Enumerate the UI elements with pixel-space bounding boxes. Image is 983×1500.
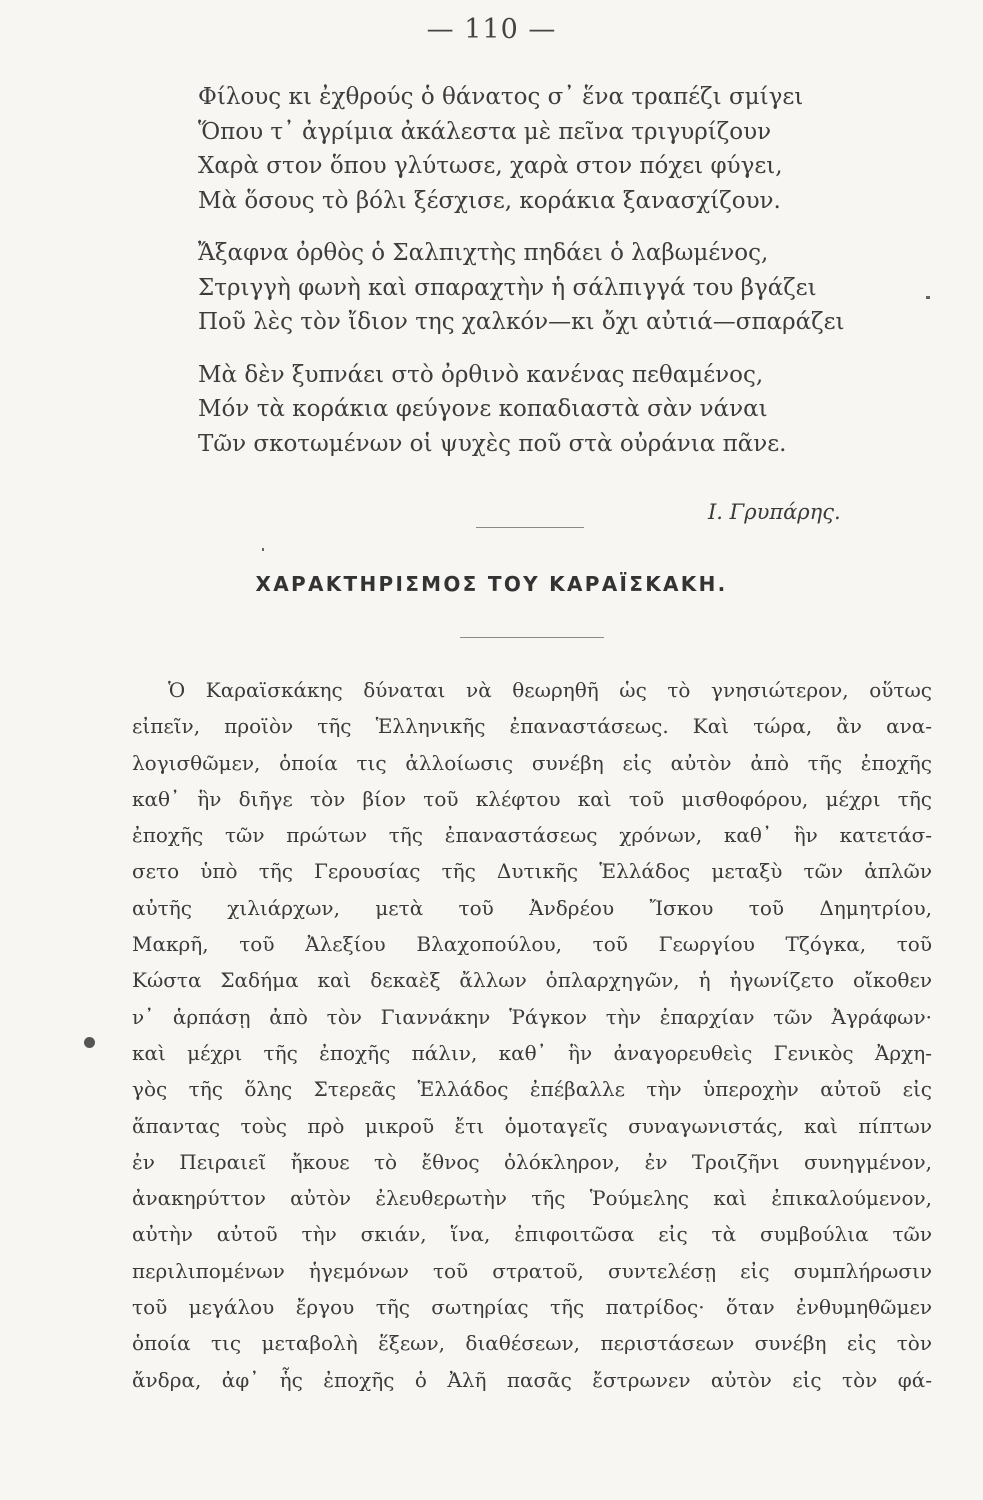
article-line: τοῦ μεγάλου ἔργου τῆς σωτηρίας τῆς πατρίδος· ὅταν ἐνθυμηθῶμεν [132, 1295, 932, 1320]
article-line: Ὁ Καραϊσκάκης δύναται νὰ θεωρηθῆ ὡς τὸ γνησιώτερον, οὕτως [168, 678, 932, 702]
poem-verse: Ποῦ λὲς τὸν ἴδιον της χαλκόν—κι ὄχι αὐτιά—σπαράζει [198, 309, 845, 335]
article-line: ἀνακηρύττον αὐτὸν ἐλευθερωτὴν τῆς Ῥούμελης καὶ ἐπικαλούμενον, [132, 1186, 932, 1211]
heading-divider [460, 637, 604, 638]
article-line: Μακρῆ, τοῦ Ἀλεξίου Βλαχοπούλου, τοῦ Γεωργίου Τζόγκα, τοῦ [132, 932, 932, 957]
poem-stanza-2 [198, 236, 898, 340]
article-line: γὸς τῆς ὅλης Στερεᾶς Ἑλλάδος ἐπέβαλλε τὴν ὑπεροχὴν αὐτοῦ εἰς [132, 1077, 932, 1102]
article-line: καθ᾽ ἣν διῆγε τὸν βίον τοῦ κλέφτου καὶ τοῦ μισθοφόρου, μέχρι τῆς [132, 786, 932, 811]
poem-verse: Μὰ δὲν ξυπνάει στὸ ὀρθινὸ κανένας πεθαμένος, [198, 361, 764, 388]
article-line: καὶ μέχρι τῆς ἐποχῆς πάλιν, καθ᾽ ἣν ἀναγορευθεὶς Γενικὸς Ἀρχη- [132, 1040, 932, 1065]
poem-signature: Ι. Γρυπάρης. [708, 500, 841, 524]
poem-stanza-1 [198, 80, 898, 218]
poem-verse: Τῶν σκοτωμένων οἱ ψυχὲς ποῦ στὰ οὐράνια πᾶνε. [198, 430, 787, 457]
ink-speck [926, 296, 930, 299]
article-line: αὐτὴν αὐτοῦ τὴν σκιάν, ἵνα, ἐπιφοιτῶσα εἰς τὰ συμβούλια τῶν [132, 1222, 932, 1247]
article-line: ἐν Πειραιεῖ ἤκουε τὸ ἔθνος ὁλόκληρον, ἐν Τροιζῆνι συνηγμένον, [132, 1149, 932, 1174]
ink-speck [262, 548, 264, 551]
poem-verse: Μόν τὰ κοράκια φεύγονε κοπαδιαστὰ σὰν νάναι [198, 396, 768, 422]
article-line: ἄνδρα, ἀφ᾽ ἧς ἐποχῆς ὁ Ἀλῆ πασᾶς ἔστρωνεν αὐτὸν εἰς τὸν φά- [132, 1367, 932, 1392]
article-line: σετο ὑπὸ τῆς Γερουσίας τῆς Δυτικῆς Ἑλλάδος μεταξὺ τῶν ἁπλῶν [132, 859, 932, 884]
page-number: — 110 — [426, 14, 557, 45]
article-line: ἐποχῆς τῶν πρώτων τῆς ἐπαναστάσεως χρόνων, καθ᾽ ἣν κατετάσ- [132, 823, 932, 848]
article-line: περιλιπομένων ἡγεμόνων τοῦ στρατοῦ, συντελέσῃ εἰς συμπλήρωσιν [132, 1258, 932, 1283]
section-divider [476, 527, 584, 528]
poem [198, 80, 898, 479]
article-body [132, 672, 932, 1398]
article-line: εἰπεῖν, προϊὸν τῆς Ἑλληνικῆς ἐπαναστάσεως. Καὶ τώρα, ἂν ανα- [132, 714, 932, 739]
poem-verse: Ἄξαφνα ὀρθὸς ὁ Σαλπιχτὴς πηδάει ὁ λαβωμένος, [198, 240, 769, 266]
margin-ink-dot [84, 1037, 95, 1048]
poem-verse: Στριγγὴ φωνὴ καὶ σπαραχτὴν ἡ σάλπιγγά του βγάζει [198, 274, 817, 301]
poem-stanza-3 [198, 358, 898, 462]
poem-verse: Ὅπου τ᾽ ἀγρίμια ἀκάλεστα μὲ πεῖνα τριγυρίζουν [198, 118, 772, 145]
article-line: ὁποία τις μεταβολὴ ἕξεων, διαθέσεων, περιστάσεων συνέβη εἰς τὸν [132, 1331, 932, 1356]
poem-verse: Χαρὰ στον ὅπου γλύτωσε, χαρὰ στον πόχει φύγει, [198, 153, 783, 179]
article-heading: ΧΑΡΑΚΤΗΡΙΣΜΟΣ ΤΟΥ ΚΑΡΑΪΣΚΑΚΗ. [255, 572, 728, 596]
article-line: ἅπαντας τοὺς πρὸ μικροῦ ἔτι ὁμοταγεῖς συναγωνιστάς, καὶ πίπτων [132, 1113, 932, 1138]
article-line: ν᾽ ἁρπάσῃ ἀπὸ τὸν Γιαννάκην Ῥάγκον τὴν ἐπαρχίαν τῶν Ἀγράφων· [132, 1004, 932, 1029]
poem-verse: Φίλους κι ἐχθρούς ὁ θάνατος σ᾽ ἕνα τραπέζι σμίγει [198, 84, 804, 110]
article-line: Κώστα Σαδήμα καὶ δεκαὲξ ἄλλων ὁπλαρχηγῶν, ἡ ἠγωνίζετο οἴκοθεν [132, 968, 932, 993]
article-line: αὐτῆς χιλιάρχων, μετὰ τοῦ Ἀνδρέου Ἴσκου τοῦ Δημητρίου, [132, 895, 932, 920]
poem-verse: Μὰ ὅσους τὸ βόλι ξέσχισε, κοράκια ξανασχίζουν. [198, 187, 781, 214]
article-line: λογισθῶμεν, ὁποία τις ἀλλοίωσις συνέβη εἰς αὐτὸν ἀπὸ τῆς ἐποχῆς [132, 750, 932, 775]
